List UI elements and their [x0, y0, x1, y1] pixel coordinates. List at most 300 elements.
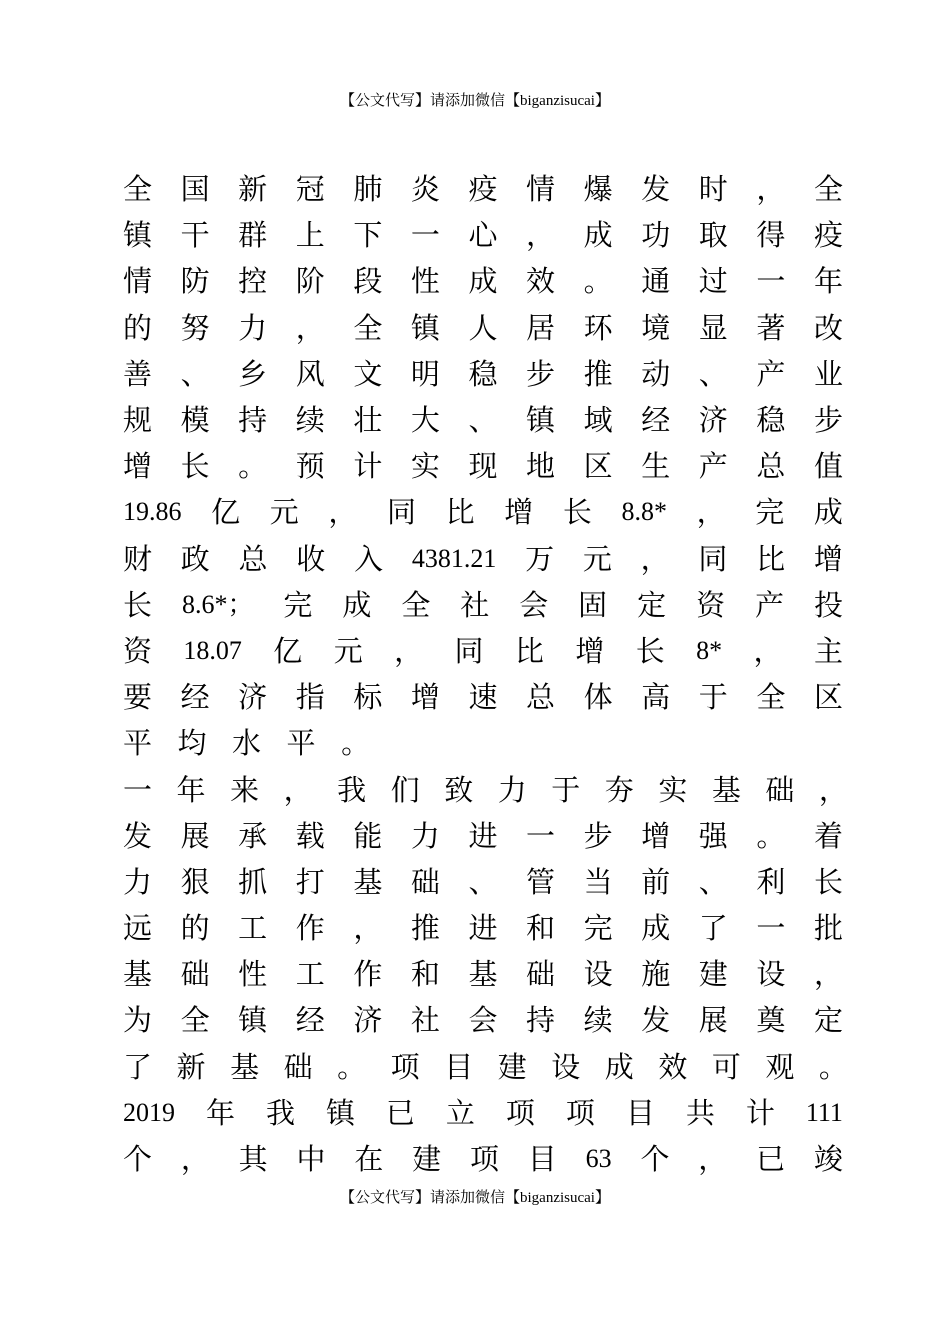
- text-token: ，: [753, 633, 783, 668]
- text-token: 、: [698, 864, 728, 899]
- text-token: 长: [562, 495, 592, 530]
- text-token: 增: [504, 495, 534, 530]
- text-token: 功: [641, 218, 671, 253]
- text-line: [123, 443, 843, 489]
- text-token: 设: [583, 957, 613, 992]
- text-token: 比: [514, 633, 544, 668]
- text-token: 效: [526, 264, 556, 299]
- text-token: 承: [238, 818, 268, 853]
- page-header: 【公文代写】请添加微信【biganzisucai】: [340, 93, 610, 109]
- text-token: 通: [641, 264, 671, 299]
- text-token: 增: [410, 680, 440, 715]
- text-token: 会: [468, 1003, 498, 1038]
- text-token: 工: [295, 957, 325, 992]
- text-token: 力: [497, 772, 527, 807]
- text-token: 实: [410, 449, 440, 484]
- text-token: 项: [390, 1049, 420, 1084]
- text-token: 、: [468, 403, 498, 438]
- text-token: 爆: [583, 172, 613, 207]
- text-token: ，: [698, 1142, 728, 1177]
- text-token: 增: [123, 449, 153, 484]
- text-token: ，: [818, 772, 848, 807]
- text-token: 镇: [123, 218, 153, 253]
- text-token: 一: [410, 218, 440, 253]
- text-token: 成: [583, 218, 613, 253]
- text-token: 18.07: [183, 635, 242, 665]
- text-line: [123, 905, 843, 951]
- text-token: 。: [818, 1049, 848, 1084]
- text-token: 增: [575, 633, 605, 668]
- text-token: 要: [123, 680, 153, 715]
- text-token: 作: [353, 957, 383, 992]
- text-token: 项: [469, 1142, 499, 1177]
- text-token: 项: [505, 1095, 535, 1130]
- text-token: 元: [333, 633, 363, 668]
- text-token: 全: [123, 172, 153, 207]
- text-token: 万: [525, 541, 555, 576]
- text-token: 平: [286, 726, 316, 761]
- text-line: [123, 951, 843, 997]
- text-token: 明: [410, 356, 440, 391]
- text-token: 比: [445, 495, 475, 530]
- text-token: 改: [813, 310, 843, 345]
- text-token: 于: [698, 680, 728, 715]
- text-token: 。: [238, 449, 268, 484]
- text-token: 发: [123, 818, 153, 853]
- text-token: 作: [295, 911, 325, 946]
- text-token: 础: [180, 957, 210, 992]
- text-token: 基: [353, 864, 383, 899]
- text-token: 一: [123, 772, 153, 807]
- text-line: [123, 351, 843, 397]
- text-token: 已: [385, 1095, 415, 1130]
- text-token: 政: [180, 541, 210, 576]
- text-token: 防: [180, 264, 210, 299]
- text-token: 产: [756, 356, 786, 391]
- text-token: 的: [180, 911, 210, 946]
- text-token: 狠: [180, 864, 210, 899]
- text-token: 、: [180, 356, 210, 391]
- text-token: 续: [583, 1003, 613, 1038]
- text-line: [123, 859, 843, 905]
- text-token: ，: [696, 495, 726, 530]
- text-token: ，: [394, 633, 424, 668]
- text-token: 完: [283, 587, 313, 622]
- text-token: 收: [296, 541, 326, 576]
- text-token: 同: [386, 495, 416, 530]
- text-token: 个: [123, 1142, 153, 1177]
- text-token: 总: [238, 541, 268, 576]
- text-token: 阶: [295, 264, 325, 299]
- text-token: 地: [526, 449, 556, 484]
- page-footer: 【公文代写】请添加微信【biganzisucai】: [340, 1190, 610, 1206]
- text-token: 心: [468, 218, 498, 253]
- text-token: ，: [328, 495, 358, 530]
- text-token: 建: [698, 957, 728, 992]
- text-token: 立: [445, 1095, 475, 1130]
- text-token: ，: [526, 218, 556, 253]
- text-token: 济: [238, 680, 268, 715]
- text-token: 高: [641, 680, 671, 715]
- text-token: 定: [813, 1003, 843, 1038]
- text-token: 过: [698, 264, 728, 299]
- text-token: 了: [698, 911, 728, 946]
- text-token: 经: [641, 403, 671, 438]
- text-token: 项: [565, 1095, 595, 1130]
- text-token: ，: [295, 310, 325, 345]
- text-token: 干: [180, 218, 210, 253]
- text-token: 步: [813, 403, 843, 438]
- text-token: 2019: [123, 1097, 175, 1127]
- text-token: 的: [123, 310, 153, 345]
- text-token: 稳: [468, 356, 498, 391]
- text-token: 着: [813, 818, 843, 853]
- text-token: 进: [468, 911, 498, 946]
- text-token: 同: [698, 541, 728, 576]
- text-token: 主: [813, 633, 843, 668]
- text-token: 区: [813, 680, 843, 715]
- text-token: 镇: [238, 1003, 268, 1038]
- text-token: 产: [755, 587, 785, 622]
- text-token: 步: [583, 818, 613, 853]
- text-token: 础: [410, 864, 440, 899]
- text-token: 实: [658, 772, 688, 807]
- text-token: 强: [698, 818, 728, 853]
- text-token: 著: [756, 310, 786, 345]
- text-token: 总: [756, 449, 786, 484]
- text-token: 完: [583, 911, 613, 946]
- text-token: 冠: [295, 172, 325, 207]
- text-line: [123, 766, 848, 812]
- text-token: 为: [123, 1003, 153, 1038]
- text-token: 进: [468, 818, 498, 853]
- text-token: 年: [176, 772, 206, 807]
- text-token: 全: [353, 310, 383, 345]
- text-token: 力: [238, 310, 268, 345]
- text-token: 大: [410, 403, 440, 438]
- text-token: 已: [756, 1142, 786, 1177]
- text-token: 打: [295, 864, 325, 899]
- text-token: 年: [205, 1095, 235, 1130]
- text-token: 共: [685, 1095, 715, 1130]
- text-token: 设: [551, 1049, 581, 1084]
- text-token: 长: [180, 449, 210, 484]
- text-token: 济: [698, 403, 728, 438]
- text-token: 长: [813, 864, 843, 899]
- text-token: 个: [640, 1142, 670, 1177]
- text-line: [123, 489, 843, 535]
- text-token: 持: [526, 1003, 556, 1038]
- text-token: 固: [578, 587, 608, 622]
- text-token: ，: [640, 541, 670, 576]
- text-token: 产: [698, 449, 728, 484]
- text-token: 体: [583, 680, 613, 715]
- text-token: 载: [295, 818, 325, 853]
- text-token: 镇: [526, 403, 556, 438]
- text-token: 63: [585, 1144, 612, 1174]
- text-token: 观: [765, 1049, 795, 1084]
- text-token: 群: [238, 218, 268, 253]
- text-token: 持: [238, 403, 268, 438]
- text-token: 一: [756, 264, 786, 299]
- text-token: 善: [123, 356, 153, 391]
- text-token: 设: [756, 957, 786, 992]
- text-token: 性: [238, 957, 268, 992]
- body-text: [123, 166, 848, 1182]
- text-token: 19.86: [123, 497, 182, 527]
- text-token: 人: [468, 310, 498, 345]
- text-token: 其: [238, 1142, 268, 1177]
- text-token: 长: [635, 633, 665, 668]
- text-token: 取: [698, 218, 728, 253]
- text-line: [123, 1044, 848, 1090]
- text-token: 效: [658, 1049, 688, 1084]
- text-token: 一: [756, 911, 786, 946]
- text-token: 疫: [468, 172, 498, 207]
- text-token: 经: [295, 1003, 325, 1038]
- text-token: 资: [123, 633, 153, 668]
- text-token: 。: [341, 726, 371, 761]
- text-token: 元: [269, 495, 299, 530]
- text-token: 111: [805, 1097, 843, 1127]
- text-token: 全: [756, 680, 786, 715]
- text-token: 础: [526, 957, 556, 992]
- text-token: 现: [468, 449, 498, 484]
- text-line: [123, 212, 843, 258]
- text-token: 和: [526, 911, 556, 946]
- text-line: [123, 1136, 843, 1182]
- text-token: 均: [177, 726, 207, 761]
- text-token: 础: [283, 1049, 313, 1084]
- text-line: [123, 397, 843, 443]
- text-token: 基: [230, 1049, 260, 1084]
- text-token: 时: [698, 172, 728, 207]
- text-token: 计: [745, 1095, 775, 1130]
- text-token: 批: [813, 911, 843, 946]
- text-token: 力: [410, 818, 440, 853]
- text-token: 新: [176, 1049, 206, 1084]
- text-token: 工: [238, 911, 268, 946]
- text-token: 前: [641, 864, 671, 899]
- text-token: 模: [180, 403, 210, 438]
- text-token: 境: [641, 310, 671, 345]
- text-token: 抓: [238, 864, 268, 899]
- text-token: 情: [526, 172, 556, 207]
- text-token: 管: [526, 864, 556, 899]
- text-line: [123, 720, 843, 766]
- text-token: 成: [468, 264, 498, 299]
- text-token: 投: [813, 587, 843, 622]
- text-token: 8*: [696, 635, 723, 665]
- text-line: [123, 1090, 843, 1136]
- text-token: 国: [180, 172, 210, 207]
- text-line: [123, 674, 843, 720]
- text-token: 目: [444, 1049, 474, 1084]
- text-token: ，: [813, 957, 843, 992]
- text-token: 水: [232, 726, 262, 761]
- text-token: 平: [123, 726, 153, 761]
- text-line: [123, 582, 843, 628]
- text-token: 发: [641, 172, 671, 207]
- text-token: 成: [813, 495, 843, 530]
- text-token: 元: [582, 541, 612, 576]
- text-token: ，: [756, 172, 786, 207]
- text-token: 区: [583, 449, 613, 484]
- text-token: 计: [353, 449, 383, 484]
- text-token: 展: [698, 1003, 728, 1038]
- text-token: 于: [551, 772, 581, 807]
- text-token: 和: [410, 957, 440, 992]
- text-token: 努: [180, 310, 210, 345]
- text-token: 经: [180, 680, 210, 715]
- text-token: 中: [296, 1142, 326, 1177]
- text-token: 疫: [813, 218, 843, 253]
- text-token: 成: [342, 587, 372, 622]
- text-token: 炎: [410, 172, 440, 207]
- text-token: 控: [238, 264, 268, 299]
- text-token: 基: [123, 957, 153, 992]
- text-token: 建: [497, 1049, 527, 1084]
- text-token: 基: [468, 957, 498, 992]
- text-token: 社: [460, 587, 490, 622]
- text-token: 情: [123, 264, 153, 299]
- text-line: [123, 628, 843, 674]
- text-token: 我: [337, 772, 367, 807]
- text-token: 同: [454, 633, 484, 668]
- text-token: 、: [698, 356, 728, 391]
- text-token: 成: [604, 1049, 634, 1084]
- text-token: 定: [637, 587, 667, 622]
- text-token: 步: [526, 356, 556, 391]
- text-token: 下: [353, 218, 383, 253]
- text-token: 利: [756, 864, 786, 899]
- text-token: 目: [527, 1142, 557, 1177]
- text-token: 推: [410, 911, 440, 946]
- text-token: 全: [813, 172, 843, 207]
- text-token: 能: [353, 818, 383, 853]
- text-token: 新: [238, 172, 268, 207]
- text-token: 。: [337, 1049, 367, 1084]
- text-token: 力: [123, 864, 153, 899]
- text-token: 了: [123, 1049, 153, 1084]
- text-token: 会: [519, 587, 549, 622]
- text-token: 预: [295, 449, 325, 484]
- text-token: 全: [401, 587, 431, 622]
- text-token: 在: [354, 1142, 384, 1177]
- text-token: 财: [123, 541, 153, 576]
- text-token: 4381.21: [411, 543, 497, 573]
- text-token: 风: [295, 356, 325, 391]
- text-line: [123, 258, 843, 304]
- text-line: [123, 813, 843, 859]
- text-token: 镇: [410, 310, 440, 345]
- text-token: 建: [412, 1142, 442, 1177]
- text-token: 居: [526, 310, 556, 345]
- text-token: 完: [755, 495, 785, 530]
- text-token: 成: [641, 911, 671, 946]
- text-token: 目: [625, 1095, 655, 1130]
- text-token: 、: [468, 864, 498, 899]
- text-token: 一: [526, 818, 556, 853]
- text-token: 亿: [211, 495, 241, 530]
- text-line: [123, 997, 843, 1043]
- text-token: 总: [526, 680, 556, 715]
- text-token: 规: [123, 403, 153, 438]
- text-token: 当: [583, 864, 613, 899]
- text-token: 镇: [325, 1095, 355, 1130]
- text-token: 奠: [756, 1003, 786, 1038]
- text-token: 致: [444, 772, 474, 807]
- text-token: 动: [641, 356, 671, 391]
- text-token: 全: [180, 1003, 210, 1038]
- text-line: [123, 536, 843, 582]
- text-token: 增: [813, 541, 843, 576]
- text-token: 资: [696, 587, 726, 622]
- text-token: 们: [390, 772, 420, 807]
- text-token: 显: [698, 310, 728, 345]
- text-token: 增: [641, 818, 671, 853]
- text-token: 生: [641, 449, 671, 484]
- text-token: 夯: [604, 772, 634, 807]
- text-token: 我: [265, 1095, 295, 1130]
- text-token: 。: [756, 818, 786, 853]
- text-token: 速: [468, 680, 498, 715]
- text-token: 可: [711, 1049, 741, 1084]
- text-token: 入: [354, 541, 384, 576]
- text-token: ，: [353, 911, 383, 946]
- text-token: 性: [410, 264, 440, 299]
- text-token: ，: [180, 1142, 210, 1177]
- text-token: 8.6*；: [181, 589, 254, 619]
- text-token: 亿: [273, 633, 303, 668]
- text-token: 比: [756, 541, 786, 576]
- text-token: 8.8*: [621, 497, 667, 527]
- text-token: 。: [583, 264, 613, 299]
- text-token: 竣: [813, 1142, 843, 1177]
- text-token: ，: [283, 772, 313, 807]
- text-token: 得: [756, 218, 786, 253]
- text-token: 文: [353, 356, 383, 391]
- text-line: [123, 166, 843, 212]
- text-token: 推: [583, 356, 613, 391]
- text-token: 长: [123, 587, 153, 622]
- text-line: [123, 305, 843, 351]
- text-token: 稳: [756, 403, 786, 438]
- text-token: 域: [583, 403, 613, 438]
- text-token: 基: [711, 772, 741, 807]
- text-token: 业: [813, 356, 843, 391]
- text-token: 来: [230, 772, 260, 807]
- text-token: 社: [410, 1003, 440, 1038]
- text-token: 年: [813, 264, 843, 299]
- text-token: 段: [353, 264, 383, 299]
- text-token: 施: [641, 957, 671, 992]
- text-token: 指: [295, 680, 325, 715]
- text-token: 济: [353, 1003, 383, 1038]
- text-token: 乡: [238, 356, 268, 391]
- text-token: 远: [123, 911, 153, 946]
- text-token: 续: [295, 403, 325, 438]
- text-token: 壮: [353, 403, 383, 438]
- text-token: 展: [180, 818, 210, 853]
- text-token: 肺: [353, 172, 383, 207]
- text-token: 环: [583, 310, 613, 345]
- text-token: 标: [353, 680, 383, 715]
- text-token: 值: [813, 449, 843, 484]
- text-token: 础: [765, 772, 795, 807]
- text-token: 发: [641, 1003, 671, 1038]
- text-token: 上: [295, 218, 325, 253]
